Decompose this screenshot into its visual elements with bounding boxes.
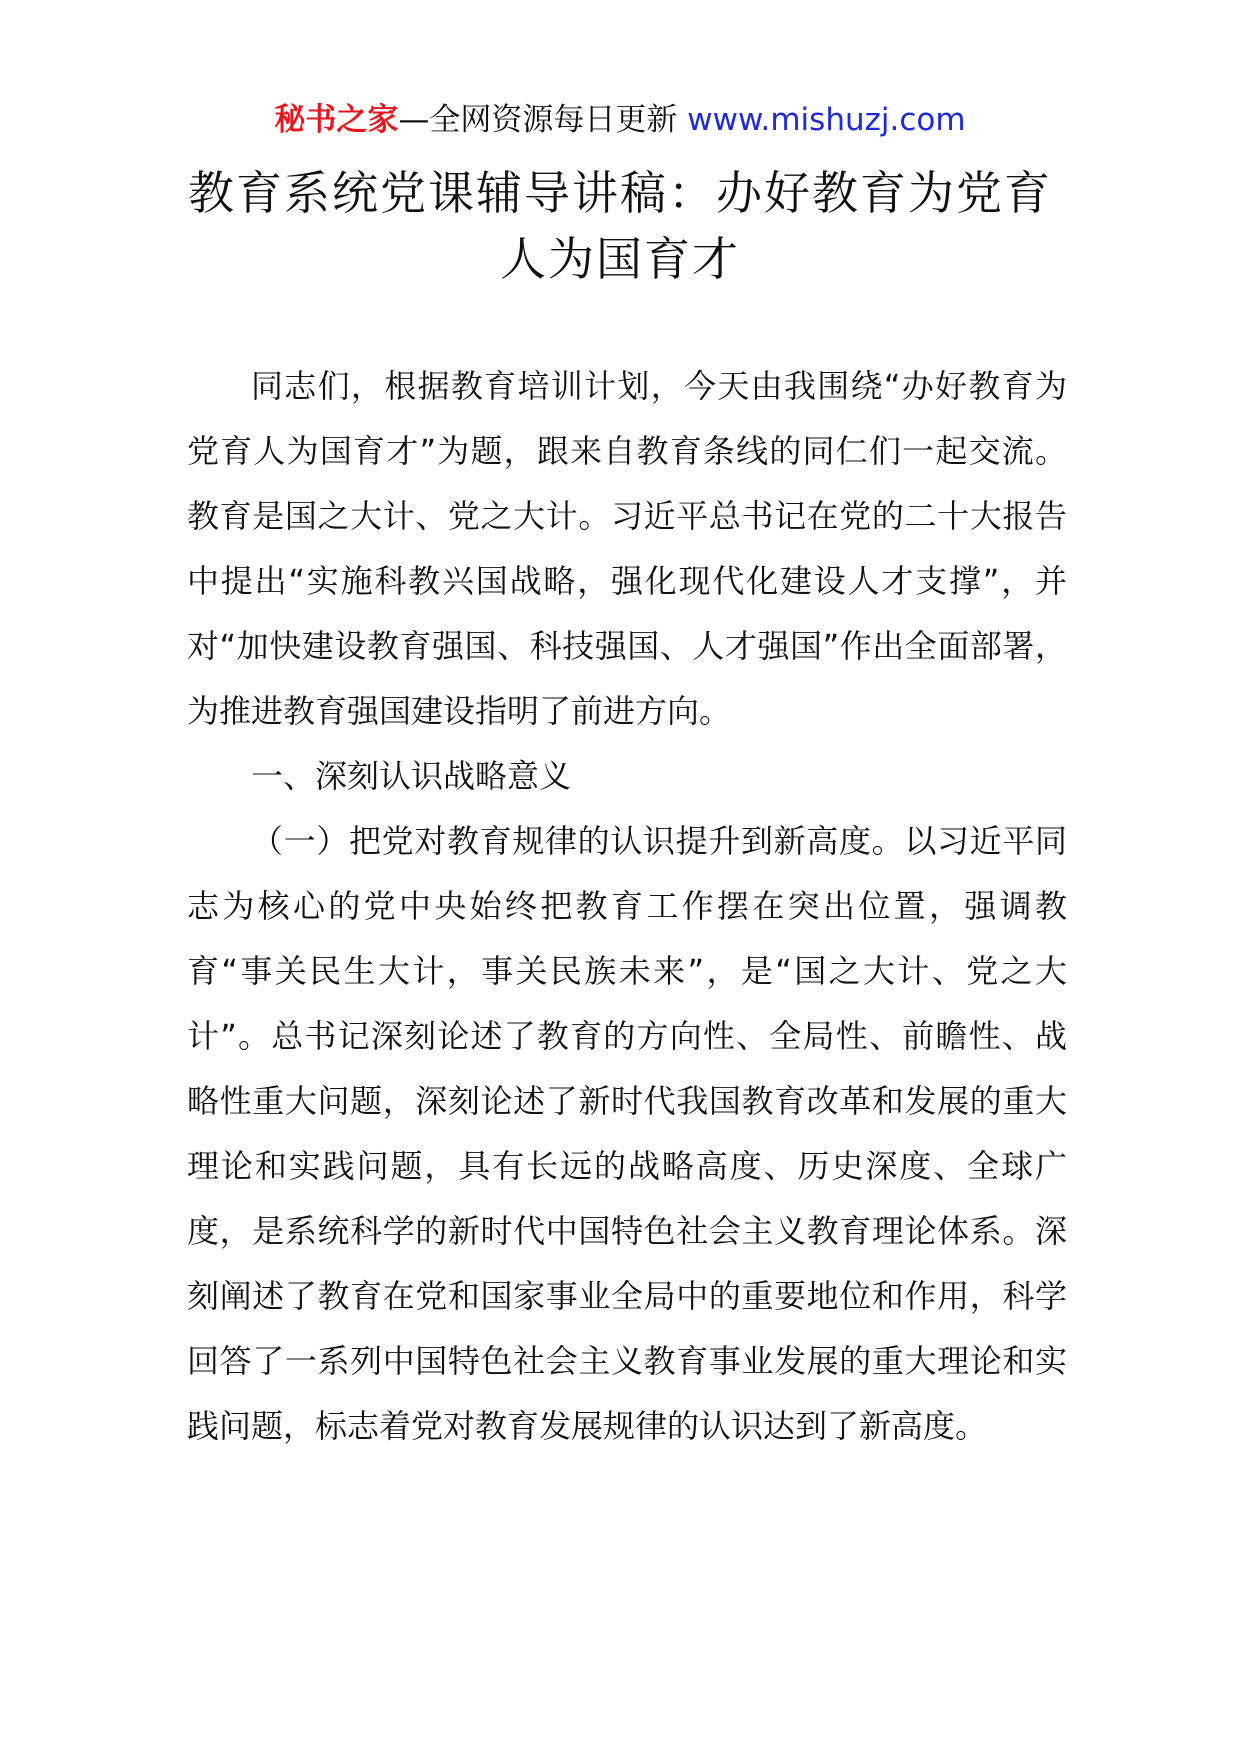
header-slogan: —全网资源每日更新	[398, 102, 678, 138]
section-heading-1: 一、深刻认识战略意义	[251, 757, 572, 795]
title-line-2: 人为国育才	[500, 232, 740, 286]
paragraph-section-1-1: （一）把党对教育规律的认识提升到新高度。以习近平同志为核心的党中央始终把教育工作摆在突出位置，强调教育“事关民生大计，事关民族未来”，是“国之大计、党之大计”。总书记深刻论述了教育的方向性、全局性、前瞻性、战略性重大问题，深刻论述了新时代我国教育改革和发展的重大理论和实践问题，具有长远的战略高度、历史深度、全球广度，是系统科学的新时代中国特色社会主义教育理论体系。深刻阐述了教育在党和国家事业全局中的重要地位和作用，科学回答了一系列中国特色社会主义教育事业发展的重大理论和实践问题，标志着党对教育发展规律的认识达到了新高度。	[187, 822, 1067, 1445]
document-body	[187, 354, 1067, 1459]
document-title	[170, 160, 1070, 292]
brand-name: 秘书之家	[274, 102, 399, 138]
page-header	[0, 100, 1240, 140]
paragraph-intro: 同志们，根据教育培训计划，今天由我围绕“办好教育为党育人为国育才”为题，跟来自教育条线的同仁们一起交流。教育是国之大计、党之大计。习近平总书记在党的二十大报告中提出“实施科教兴国战略，强化现代化建设人才支撑”，并对“加快建设教育强国、科技强国、人才强国”作出全面部署，为推进教育强国建设指明了前进方向。	[187, 367, 1067, 730]
website-link[interactable]: www.mishuzj.com	[687, 102, 966, 138]
title-line-1: 教育系统党课辅导讲稿：办好教育为党育	[188, 166, 1052, 220]
